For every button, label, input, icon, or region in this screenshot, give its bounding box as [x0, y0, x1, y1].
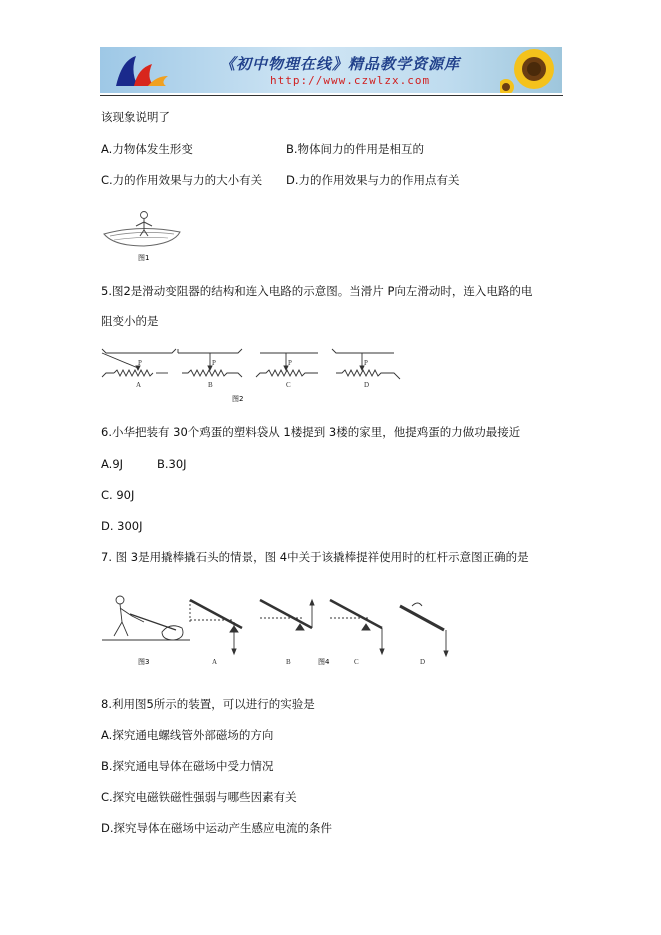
q5-text-line1: 5.图2是滑动变阻器的结构和连入电路的示意图。当滑片 P向左滑动时，连入电路的电	[101, 284, 533, 298]
figure-4-caption: 图4	[318, 658, 330, 666]
lever-c	[330, 600, 384, 654]
q8-option-d: D.探究导体在磁场中运动产生感应电流的条件	[101, 821, 333, 835]
figure-2-rheostats	[100, 343, 410, 405]
rheostat-c	[256, 353, 318, 377]
intro-text: 该现象说明了	[101, 110, 170, 124]
fig4-label-a: A	[212, 658, 218, 666]
figure-3-worker	[102, 596, 190, 640]
q8-option-a: A.探究通电螺线管外部磁场的方向	[101, 728, 274, 742]
q4-option-d: D.力的作用效果与力的作用点有关	[286, 173, 460, 187]
q4-option-a: A.力物体发生形变	[101, 142, 193, 156]
lever-a	[190, 600, 242, 654]
header-banner	[100, 47, 562, 93]
q5-text-line2: 阻变小的是	[101, 314, 159, 328]
sunflower-icon	[500, 47, 562, 93]
site-logo	[108, 50, 178, 90]
lever-d	[400, 603, 448, 656]
slider-label-a: P	[138, 359, 142, 367]
fig2-label-b: B	[208, 381, 213, 389]
q6-option-b: B.30J	[157, 457, 187, 471]
slider-label-c: P	[288, 359, 292, 367]
lever-b	[260, 600, 314, 630]
figure-1-caption: 图1	[138, 254, 150, 262]
q6-option-a: A.9J	[101, 457, 124, 471]
q8-text: 8.利用图5所示的装置，可以进行的实验是	[101, 697, 315, 711]
q8-option-c: C.探究电磁铁磁性强弱与哪些因素有关	[101, 790, 297, 804]
fig2-label-d: D	[364, 381, 370, 389]
fig2-label-a: A	[136, 381, 142, 389]
q7-text: 7. 图 3是用撬棒撬石头的情景，图 4中关于该撬棒提祥使用时的杠杆示意图正确的是	[101, 550, 529, 564]
figure-3-4-levers	[100, 592, 460, 672]
figure-2-caption: 图2	[232, 395, 244, 403]
figure-1-boat	[100, 210, 182, 266]
q4-option-c: C.力的作用效果与力的大小有关	[101, 173, 263, 187]
rheostat-b	[178, 349, 242, 377]
fig4-label-b: B	[286, 658, 291, 666]
q4-option-b: B.物体间力的件用是相互的	[286, 142, 425, 156]
q6-option-d: D. 300J	[101, 519, 143, 533]
slider-label-b: P	[212, 359, 216, 367]
banner-title: 《初中物理在线》精品教学资源库	[220, 55, 461, 73]
slider-label-d: P	[364, 359, 368, 367]
fig4-label-d: D	[420, 658, 426, 666]
figure-3-caption: 图3	[138, 658, 150, 666]
banner-url[interactable]: http://www.czwlzx.com	[270, 74, 431, 87]
q6-option-c: C. 90J	[101, 488, 135, 502]
header-rule	[100, 95, 563, 96]
q8-option-b: B.探究通电导体在磁场中受力情况	[101, 759, 274, 773]
fig4-label-c: C	[354, 658, 359, 666]
q6-text: 6.小华把装有 30个鸡蛋的塑料袋从 1楼提到 3楼的家里，他提鸡蛋的力做功最接近	[101, 425, 521, 439]
fig2-label-c: C	[286, 381, 291, 389]
